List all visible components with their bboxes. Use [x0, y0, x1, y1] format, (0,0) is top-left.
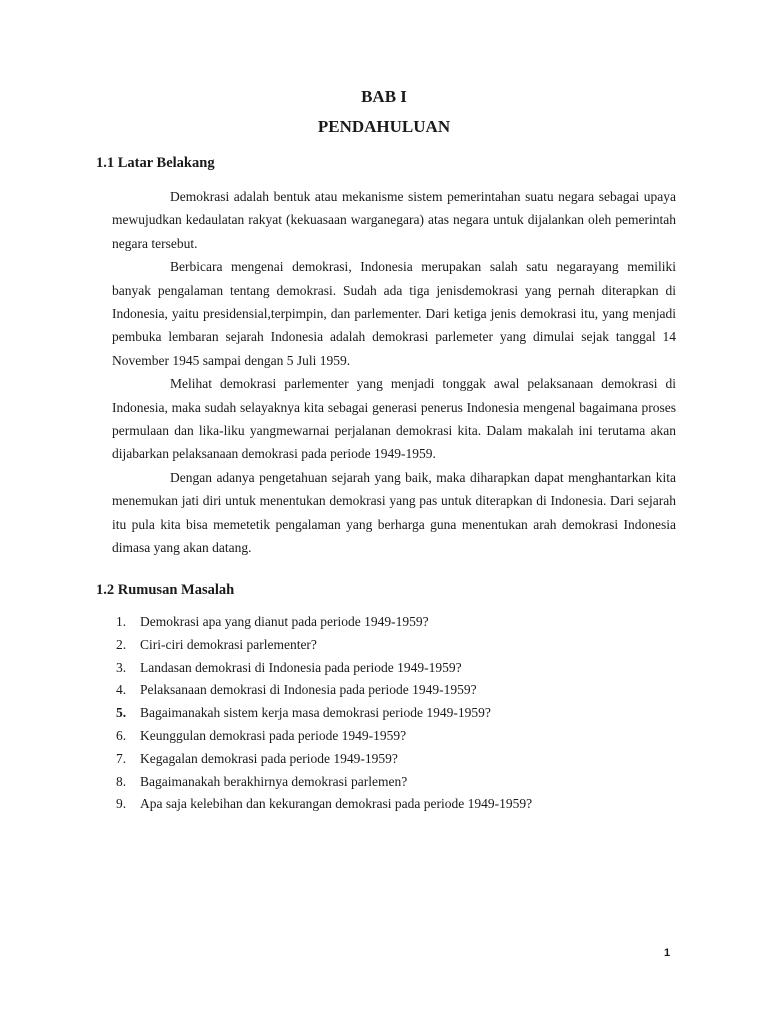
- chapter-title: PENDAHULUAN: [317, 117, 451, 136]
- chapter-number: BAB I: [361, 87, 407, 106]
- list-number: 3.: [116, 659, 127, 675]
- page-number: 1: [664, 947, 671, 959]
- list-item: [112, 634, 672, 657]
- section-heading-rumusan-masalah: 1.2 Rumusan Masalah: [96, 582, 235, 598]
- list-item: [112, 771, 672, 794]
- list-number: 7.: [116, 750, 127, 766]
- list-text: Bagaimanakah sistem kerja masa demokrasi periode 1949-1959?: [140, 705, 491, 721]
- list-item: [112, 679, 672, 702]
- list-text: Kegagalan demokrasi pada periode 1949-1959?: [140, 750, 398, 766]
- paragraph: Demokrasi adalah bentuk atau mekanisme sistem pemerintahan suatu negara sebagai upaya mewujudkan kedaulatan rakyat (kekuasaan warganegara) atas negara untuk dijalankan oleh pemerintah negara tersebut.: [112, 189, 676, 251]
- list-number: 4.: [116, 682, 127, 698]
- list-text: Landasan demokrasi di Indonesia pada periode 1949-1959?: [140, 659, 462, 675]
- latar-belakang-body: [112, 185, 676, 560]
- list-item: [112, 725, 672, 748]
- list-number: 2.: [116, 636, 127, 652]
- paragraph: Dengan adanya pengetahuan sejarah yang baik, maka diharapkan dapat menghantarkan kita menemukan jati diri untuk menentukan demokrasi yang pas untuk diterapkan di Indonesia. Dari sejarah itu pula kita bisa memetetik pengalaman yang berharga guna menentukan arah demokrasi Indonesia dimasa yang akan datang.: [112, 469, 676, 556]
- list-text: Apa saja kelebihan dan kekurangan demokrasi pada periode 1949-1959?: [140, 796, 533, 812]
- list-number: 8.: [116, 773, 127, 789]
- paragraph: Melihat demokrasi parlementer yang menjadi tonggak awal pelaksanaan demokrasi di Indonesia, maka sudah selayaknya kita sebagai generasi penerus Indonesia mengenal bagaimana proses permulaan dan lika-liku yangmewarnai perjalanan demokrasi kita. Dalam makalah ini terutama akan dijabarkan pelaksanaan demokrasi pada periode 1949-1959.: [112, 376, 676, 462]
- list-number: 9.: [116, 796, 127, 812]
- list-item: [112, 657, 672, 680]
- list-item: [112, 793, 672, 816]
- section-heading-latar-belakang: 1.1 Latar Belakang: [96, 155, 215, 171]
- paragraph: Berbicara mengenai demokrasi, Indonesia merupakan salah satu negarayang memiliki banyak pengalaman tentang demokrasi. Sudah ada tiga jenisdemokrasi yang pernah diterapkan di Indonesia, yaitu presidensial,terpimpin, dan parlementer. Dari ketiga jenis demokrasi itu, yang menjadi pembuka lembaran sejarah Indonesia adalah demokrasi parlemeter yang dimulai sejak tanggal 14 November 1945 sampai dengan 5 Juli 1959.: [112, 259, 676, 368]
- list-text: Ciri-ciri demokrasi parlementer?: [140, 636, 317, 652]
- list-text: Bagaimanakah berakhirnya demokrasi parlemen?: [140, 773, 408, 789]
- list-text: Demokrasi apa yang dianut pada periode 1949-1959?: [140, 614, 429, 629]
- list-number: 5.: [116, 705, 127, 721]
- list-item: [112, 611, 672, 634]
- list-number: 6.: [116, 727, 127, 743]
- list-text: Pelaksanaan demokrasi di Indonesia pada periode 1949-1959?: [140, 682, 477, 698]
- list-number: 1.: [116, 614, 127, 629]
- list-item: [112, 748, 672, 771]
- list-text: Keunggulan demokrasi pada periode 1949-1959?: [140, 727, 407, 743]
- problem-list: [112, 611, 672, 816]
- list-item: [112, 702, 672, 725]
